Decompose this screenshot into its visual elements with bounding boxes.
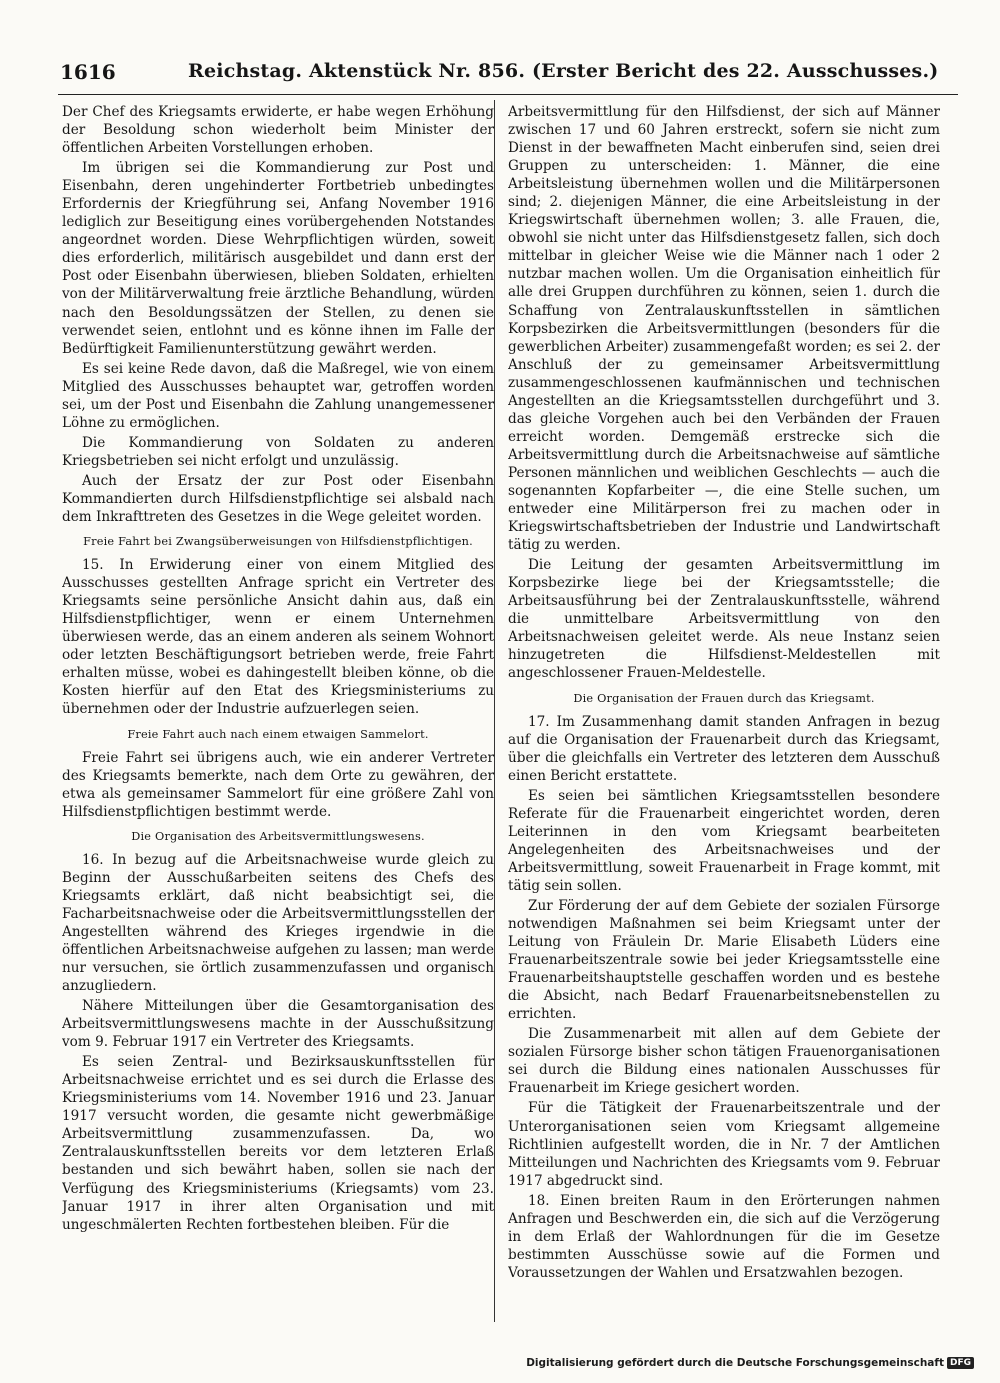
running-title: Reichstag. Aktenstück Nr. 856. (Erster Bericht des 22. Ausschusses.) (188, 60, 939, 82)
paragraph: Es seien bei sämtlichen Kriegsamtsstellen besondere Referate für die Frauenarbeit eingerichtet worden, deren Leiterinnen in den vom Kriegsamt bearbeiteten Angelegenheiten des Arbeitsnachweises und der Arbeitsvermittlung, soweit Frauenarbeit in Frage kommt, mit tätig sein sollen. (508, 787, 940, 894)
right-column (508, 103, 940, 1321)
paragraph: Die Kommandierung von Soldaten zu anderen Kriegsbetrieben sei nicht erfolgt und unzulässig. (62, 434, 494, 469)
paragraph: 18. Einen breiten Raum in den Erörterungen nahmen Anfragen und Beschwerden ein, die sich auf die Verzögerung in dem Erlaß der Wahlordnungen für die im Gesetze bestimmten Ausschüsse sowie auf die Formen und Voraussetzungen der Wahlen und Ersatzwahlen bezogen. (508, 1192, 940, 1281)
section-heading: Freie Fahrt bei Zwangsüberweisungen von Hilfsdienstpflichtigen. (83, 535, 473, 549)
paragraph: Die Leitung der gesamten Arbeitsvermittlung im Korpsbezirke liege bei der Kriegsamtsstelle; die Arbeitsausführung bei der Zentralauskunftsstelle, während die unmittelbare Arbeitsvermittlung von den Arbeitsnachweisen geleitet werde. Als neue Instanz seien hinzugetreten die Hilfsdienst-Meldestellen mit angeschlossener Frauen-Meldestelle. (508, 557, 940, 682)
paragraph: Zur Förderung der auf dem Gebiete der sozialen Fürsorge notwendigen Maßnahmen sei beim Kriegsamt unter der Leitung von Fräulein Dr. Marie Elisabeth Lüders eine Frauenarbeitszentrale sowie bei jeder Kriegsamtsstelle eine Frauenarbeitshauptstelle geschaffen worden und es bestehe die Absicht, nach Bedarf Frauenarbeitsnebenstellen zu errichten. (508, 897, 940, 1023)
page-header (58, 60, 958, 95)
paragraph: 15. In Erwiderung einer von einem Mitglied des Ausschusses gestellten Anfrage spricht ein Vertreter des Kriegsamts seine persönliche Ansicht dahin aus, daß ein Hilfsdienstpflichtiger, wenn er einem Unternehmen überwiesen werde, das an einem anderen als seinem Wohnort oder letzten Beschäftigungsort betrieben werde, freie Fahrt erhalten müsse, wobei es dahingestellt bleiben könne, ob die Kosten hierfür auf den Etat des Kriegsministeriums zu übernehmen oder der Industrie aufzuerlegen seien. (62, 557, 494, 718)
left-column (62, 103, 494, 1321)
paragraph: 17. Im Zusammenhang damit standen Anfragen in bezug auf die Organisation der Frauenarbeit durch das Kriegsamt, über die gleichfalls ein Vertreter des letzteren dem Ausschuß einen Bericht erstattete. (508, 713, 940, 784)
paragraph: Auch der Ersatz der zur Post oder Eisenbahn Kommandierten durch Hilfsdienstpflichtige sei alsbald nach dem Inkrafttreten des Gesetzes in die Wege geleitet worden. (62, 472, 494, 526)
paragraph: Nähere Mitteilungen über die Gesamtorganisation des Arbeitsvermittlungswesens machte in der Ausschußsitzung vom 9. Februar 1917 ein Vertreter des Kriegsamts. (62, 998, 494, 1051)
dfg-logo: DFG (947, 1357, 974, 1369)
section-heading: Die Organisation der Frauen durch das Kriegsamt. (573, 691, 875, 705)
paragraph: Die Zusammenarbeit mit allen auf dem Gebiete der sozialen Fürsorge bisher schon tätigen Frauenorganisationen sei durch die Bildung eines nationalen Ausschusses für Frauenarbeit im Kriege gesichert worden. (508, 1026, 940, 1097)
paragraph: Im übrigen sei die Kommandierung zur Post und Eisenbahn, deren ungehinderter Fortbetrieb unbedingtes Erfordernis der Kriegführung sei, Anfang November 1916 lediglich zur Beseitigung eines vorübergehenden Notstandes angeordnet worden. Diese Wehrpflichtigen würden, soweit dies erforderlich, militärisch ausgebildet und dann erst der Post oder Eisenbahn überwiesen, blieben Soldaten, erhielten von der Militärverwaltung freie ärztliche Behandlung, würden nach den Besoldungssätzen der Stellen, zu denen sie verwendet seien, entlohnt und es könne ihnen im Falle der Bedürftigkeit Familienunterstützung gewährt werden. (62, 160, 494, 357)
footer-credit (526, 1357, 974, 1369)
section-heading: Die Organisation des Arbeitsvermittlungswesens. (131, 829, 425, 843)
paragraph: Der Chef des Kriegsamts erwiderte, er habe wegen Erhöhung der Besoldung schon wiederholt beim Minister der öffentlichen Arbeiten Vorstellungen erhoben. (62, 104, 494, 157)
paragraph: 16. In bezug auf die Arbeitsnachweise wurde gleich zu Beginn der Ausschußarbeiten seitens des Chefs des Kriegsamts erklärt, daß nicht beabsichtigt sei, die Facharbeitsnachweise oder die Arbeitsvermittlungsstellen der Angestellten während des Krieges irgendwie in die öffentlichen Arbeitsnachweise aufgehen zu lassen; man werde nur versuchen, sie örtlich zusammenzufassen und organisch anzugliedern. (62, 851, 494, 995)
paragraph: Freie Fahrt sei übrigens auch, wie ein anderer Vertreter des Kriegsamts bemerkte, nach dem Orte zu gewähren, der etwa als gemeinsamer Sammelort für eine größere Zahl von Hilfsdienstpflichtigen bestimmt werde. (62, 749, 494, 820)
column-divider (494, 100, 495, 1322)
paragraph: Es seien Zentral- und Bezirksauskunftsstellen für Arbeitsnachweise errichtet und es sei durch die Erlasse des Kriegsministeriums vom 14. November 1916 und 23. Januar 1917 versucht worden, die gesamte nicht gewerbmäßige Arbeitsvermittlung zusammenzufassen. Da, wo Zentralauskunftsstellen bereits vor dem letzteren Erlaß bestanden und sich bewährt haben, sollen sie nach der Verfügung des Kriegsministeriums (Kriegsamts) vom 23. Januar 1917 in ihrer alten Organisation und mit ungeschmälerten Rechten fortbestehen bleiben. Für die (62, 1054, 494, 1233)
paragraph: Es sei keine Rede davon, daß die Maßregel, wie von einem Mitglied des Ausschusses behauptet war, getroffen worden sei, um der Post und Eisenbahn die Zahlung unangemessener Löhne zu ermöglichen. (62, 360, 494, 431)
footer-text: Digitalisierung gefördert durch die Deutsche Forschungsgemeinschaft (526, 1357, 944, 1369)
paragraph: Arbeitsvermittlung für den Hilfsdienst, der sich auf Männer zwischen 17 und 60 Jahren erstreckt, sofern sie nicht zum Dienst in der bewaffneten Macht einberufen sind, seien drei Gruppen zu unterscheiden: 1. Männer, die eine Arbeitsleistung übernehmen wollen und die Militärpersonen sind; 2. diejenigen Männer, die eine Arbeitsleistung in der Kriegswirtschaft übernehmen wollen; 3. alle Frauen, die, obwohl sie nicht unter das Hilfsdienstgesetz fallen, sich doch mittelbar in gleicher Weise wie die Männer nach 1 oder 2 nutzbar machen wollen. Um die Organisation einheitlich für alle drei Gruppen durchführen zu können, seien 1. durch die Schaffung von Zentralauskunftsstellen in sämtlichen Korpsbezirken die Arbeitsvermittlungen (besonders für die gewerblichen Arbeiter) zusammengefaßt worden; es sei 2. der Anschluß der zu gemeinsamer Arbeitsvermittlung zusammengeschlossenen kaufmännischen und technischen Angestellten an die Kriegsamtsstellen durchgeführt und 3. das gleiche Vorgehen auch bei den Verbänden der Frauen erreicht worden. Demgemäß erstrecke sich die Arbeitsvermittlung durch die Arbeitsnachweise auf sämtliche Personen männlichen und weiblichen Geschlechts — auch die sogenannten Kopfarbeiter —, die eine Stelle suchen, um entweder eine Militärperson frei zu machen oder in Kriegswirtschaftsbetrieben der Industrie und Landwirtschaft tätig zu werden. (508, 104, 940, 554)
section-heading: Freie Fahrt auch nach einem etwaigen Sammelort. (127, 727, 429, 741)
paragraph: Für die Tätigkeit der Frauenarbeitszentrale und der Unterorganisationen seien vom Kriegsamt allgemeine Richtlinien aufgestellt worden, die in Nr. 7 der Amtlichen Mitteilungen und Nachrichten des Kriegsamts vom 9. Februar 1917 abgedruckt sind. (508, 1100, 940, 1189)
page-number: 1616 (60, 60, 116, 84)
